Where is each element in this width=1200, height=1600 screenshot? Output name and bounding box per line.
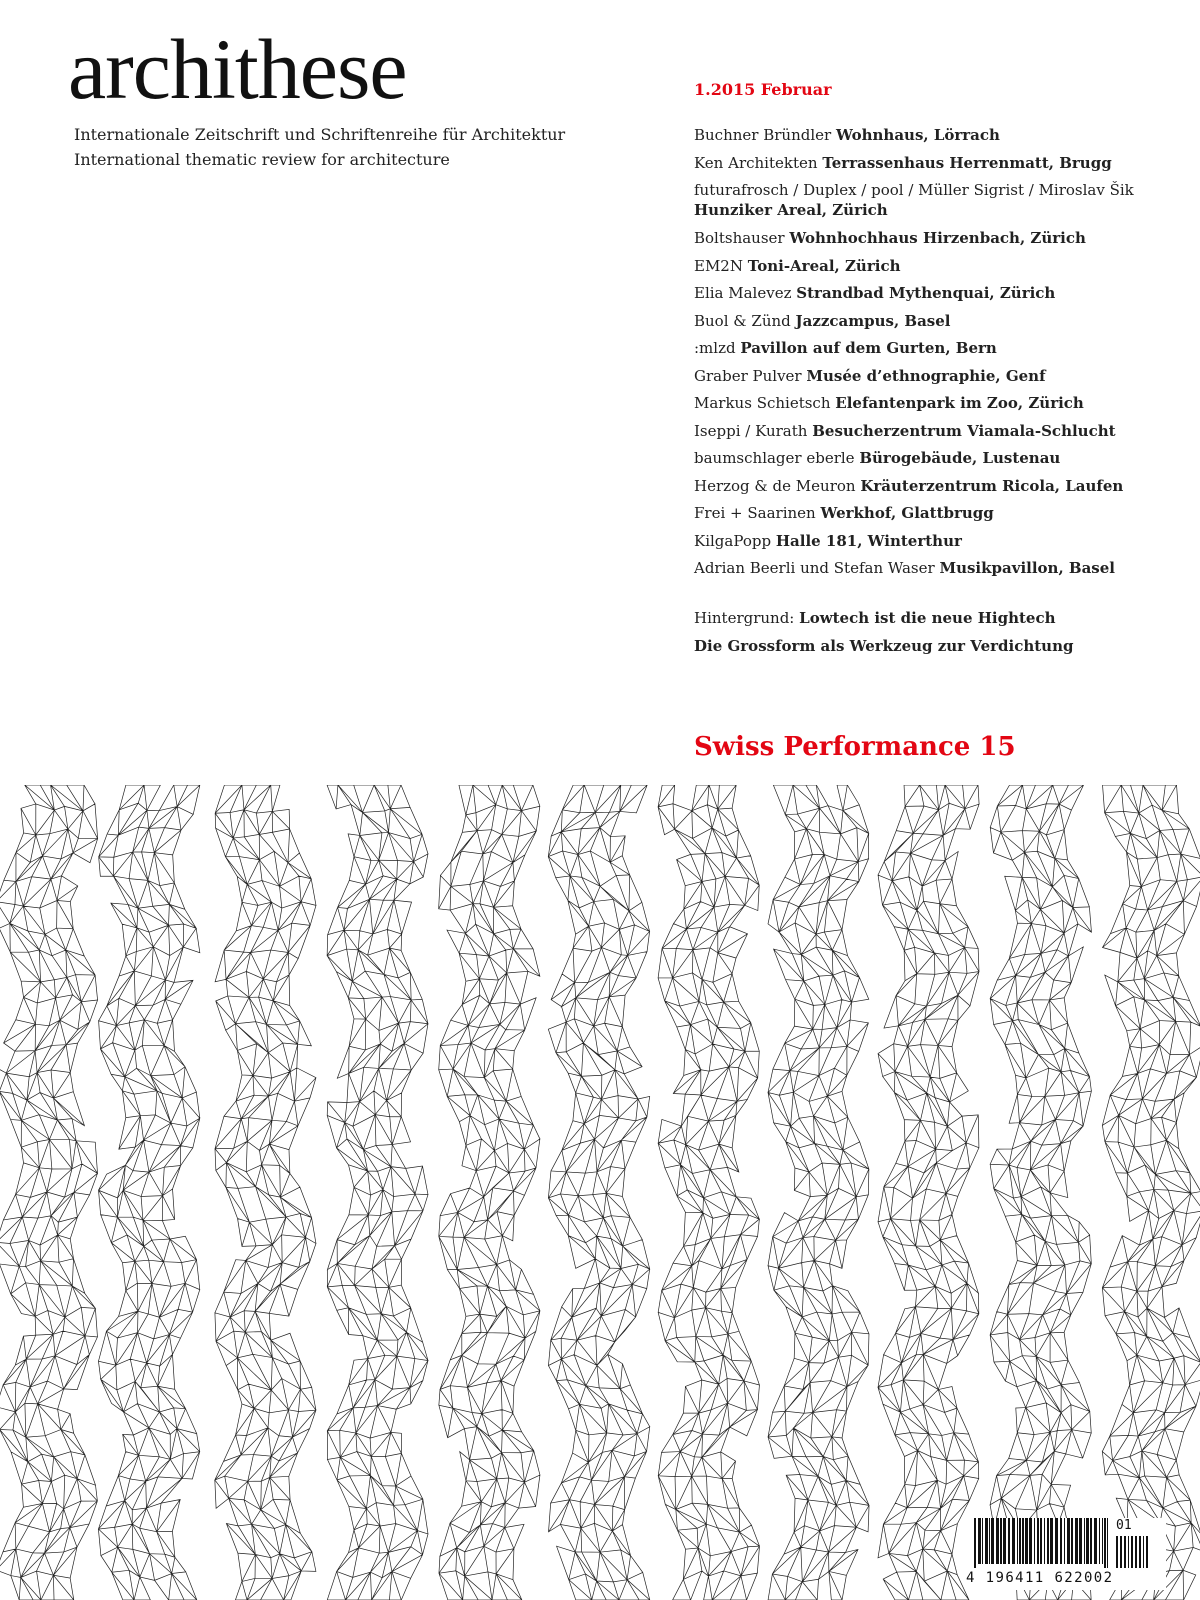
toc-architect: KilgaPopp (694, 531, 772, 550)
toc-project: Terrassenhaus Herrenmatt, Brugg (822, 153, 1112, 172)
toc-project: Strandbad Mythenquai, Zürich (796, 284, 1056, 302)
toc-project: Bürogebäude, Lustenau (859, 449, 1061, 467)
mesh-lines (548, 785, 650, 1600)
toc-project: Wohnhochhaus Hirzenbach, Zürich (789, 229, 1086, 247)
background-section (694, 605, 1073, 660)
mesh-strip (0, 785, 98, 1600)
toc-architect: Markus Schietsch (694, 394, 831, 412)
toc-architect: Buol & Zünd (694, 311, 791, 330)
mesh-lines (658, 785, 759, 1600)
mesh-strip (98, 785, 199, 1600)
mesh-strip (990, 785, 1091, 1600)
toc-architect: baumschlager eberle (694, 449, 855, 467)
toc-architect: Boltshauser (694, 229, 785, 247)
barcode-number: 4 196411 622002 (966, 1570, 1114, 1586)
toc-entry (694, 280, 1174, 308)
issue-label: 1.2015 Februar (694, 80, 832, 99)
toc-entry (694, 555, 1174, 583)
toc-project: Pavillon auf dem Gurten, Bern (740, 339, 997, 357)
mesh-strip (768, 785, 869, 1600)
toc-entry (694, 335, 1174, 363)
toc-entry (694, 150, 1174, 178)
subtitle-english: International thematic review for architecture (74, 150, 450, 169)
toc-entry (694, 528, 1174, 556)
toc-project: Besucherzentrum Viamala-Schlucht (812, 421, 1116, 440)
toc-entry (694, 418, 1174, 446)
mesh-strip (1102, 785, 1200, 1600)
toc-architect: Adrian Beerli und Stefan Waser (694, 559, 935, 577)
toc-entry (694, 122, 1174, 150)
toc-entry (694, 500, 1174, 528)
toc-entry (694, 177, 1174, 225)
mesh-strip (878, 785, 979, 1600)
background-title: Lowtech ist die neue Hightech (799, 609, 1056, 627)
toc-entry (694, 225, 1174, 253)
table-of-contents (694, 122, 1174, 583)
cover-illustration (0, 785, 1200, 1600)
background-line-2: Die Grossform als Werkzeug zur Verdichtung (694, 636, 1074, 655)
toc-project: Elefantenpark im Zoo, Zürich (835, 394, 1084, 412)
barcode-addon-icon (1116, 1536, 1152, 1576)
theme-title: Swiss Performance 15 (694, 732, 1016, 762)
masthead-title: archithese (68, 21, 407, 117)
toc-architect: Iseppi / Kurath (694, 421, 808, 440)
toc-entry (694, 390, 1174, 418)
toc-project: Kräuterzentrum Ricola, Laufen (860, 476, 1124, 495)
mesh-strip (658, 785, 759, 1600)
toc-entry (694, 308, 1174, 336)
mesh-strip (548, 785, 650, 1600)
mesh-lines (1102, 785, 1200, 1600)
toc-project: Musikpavillon, Basel (939, 559, 1115, 577)
toc-architect: Elia Malevez (694, 284, 792, 302)
mesh-strip (215, 785, 316, 1600)
toc-architect: Buchner Bründler (694, 126, 832, 144)
toc-project: Werkhof, Glattbrugg (820, 504, 994, 522)
toc-architect: EM2N (694, 256, 743, 275)
mesh-strip (327, 785, 428, 1600)
mesh-lines (439, 785, 540, 1600)
toc-project: Halle 181, Winterthur (775, 531, 962, 550)
toc-project: Toni-Areal, Zürich (747, 256, 901, 275)
toc-architect: Herzog & de Meuron (694, 476, 856, 495)
triangulated-mesh-pattern (0, 785, 1200, 1600)
toc-entry (694, 253, 1174, 281)
barcode-addon: 01 (1116, 1518, 1132, 1533)
toc-architect: Frei + Saarinen (694, 504, 816, 522)
barcode-icon (974, 1518, 1110, 1568)
mesh-lines (0, 785, 98, 1600)
toc-architect: Graber Pulver (694, 366, 802, 385)
toc-project: Jazzcampus, Basel (795, 311, 951, 330)
toc-entry (694, 473, 1174, 501)
toc-project: Hunziker Areal, Zürich (694, 201, 888, 219)
mesh-lines (990, 785, 1091, 1600)
background-line-1 (694, 605, 1073, 633)
mesh-lines (327, 785, 428, 1600)
barcode (966, 1518, 1166, 1590)
toc-project: Musée d’ethnographie, Genf (806, 366, 1046, 385)
subtitle-german: Internationale Zeitschrift und Schriftenreihe für Architektur (74, 125, 566, 144)
mesh-lines (878, 785, 979, 1600)
toc-architect: futurafrosch / Duplex / pool / Müller Sigrist / Miroslav Šik (694, 181, 1134, 199)
mesh-lines (215, 785, 316, 1600)
toc-entry (694, 445, 1174, 473)
mesh-strip (439, 785, 540, 1600)
toc-architect: :mlzd (694, 339, 736, 357)
background-prefix: Hintergrund: (694, 609, 795, 627)
mesh-lines (768, 785, 869, 1600)
masthead-subtitle (74, 122, 565, 172)
mesh-lines (98, 785, 199, 1600)
toc-entry (694, 363, 1174, 391)
toc-project: Wohnhaus, Lörrach (835, 126, 1000, 144)
toc-architect: Ken Architekten (694, 153, 818, 172)
